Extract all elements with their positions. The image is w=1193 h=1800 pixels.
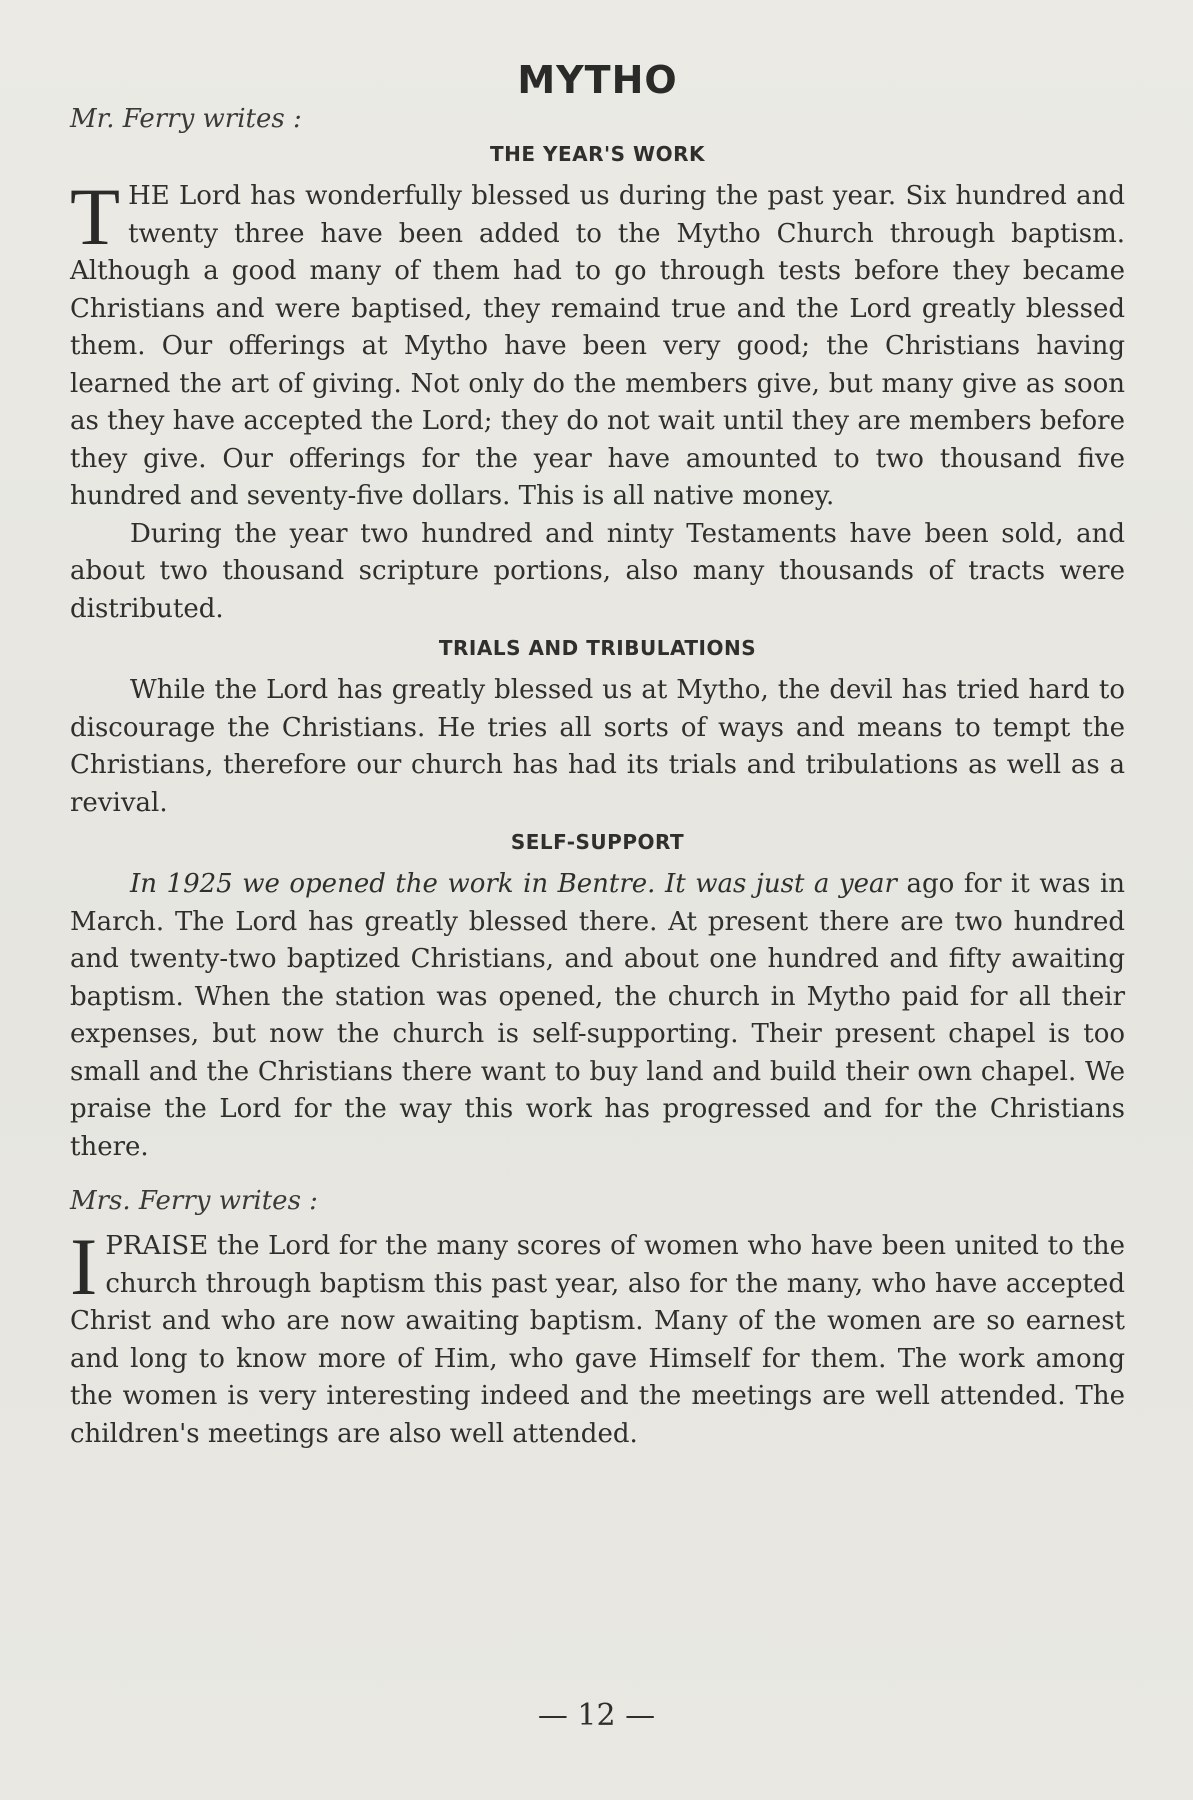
heading-trials: TRIALS AND TRIBULATIONS [438,636,757,660]
page-title: MYTHO [517,58,678,102]
paragraph-testaments: During the year two hundred and ninty Testaments have been sold, and about two thousand scripture portions, also many thousands of tracts were distributed. [70,518,1125,624]
dropcap-t: T [70,171,121,262]
paragraph-self-support [70,866,1125,1166]
page-number: — 12 — [537,1698,656,1733]
heading-years-work: THE YEAR'S WORK [490,142,705,166]
byline-mrs-ferry: Mrs. Ferry writes : [70,1186,318,1216]
paragraph-years-work-text: HE Lord has wonderfully blessed us during the past year. Six hundred and twenty three have been added to the Mytho Church through baptism. Although a good many of them had to go through tests before they became Christians and were baptised, they remaind true and the Lord greatly blessed them. Our offerings at Mytho have been very good; the Christians having learned the art of giving. Not only do the members give, but many give as soon as they have accepted the Lord; they do not wait until they are members before they give. Our offerings for the year have amounted to two thousand five hundred and seventy-five dollars. This is all native money. [70,181,1125,511]
byline-mr-ferry: Mr. Ferry writes : [70,104,302,134]
paragraph-years-work [70,171,1125,516]
paragraph-trials: While the Lord has greatly blessed us at Mytho, the devil has tried hard to discourage the Christians. He tries all sorts of ways and means to tempt the Christians, therefore our church has had its trials and tribulations as well as a revival. [70,675,1125,818]
paragraph-mrs-ferry [70,1221,1125,1453]
dropcap-i: I [70,1221,98,1312]
paragraph-mrs-ferry-text: PRAISE the Lord for the many scores of women who have been united to the church through baptism this past year, also for the many, who have accepted Christ and who are now awaiting baptism. Many of the women are so earnest and long to know more of Him, who gave Himself for them. The work among the women is very interesting indeed and the meetings are well attended. The children's meetings are also well attended. [70,1231,1125,1449]
heading-self-support: SELF-SUPPORT [510,830,685,854]
paragraph-self-support-italic: In 1925 we opened the work in Bentre. It was just a year [130,869,897,899]
paragraph-self-support-text: ago for it was in March. The Lord has greatly blessed there. At present there are two hundred and twenty-two baptized Christians, and about one hundred and fifty awaiting baptism. When the station was opened, the church in Mytho paid for all their expenses, but now the church is self-supporting. Their present chapel is too small and the Christians there want to buy land and build their own chapel. We praise the Lord for the way this work has progressed and for the Christians there. [70,869,1126,1162]
